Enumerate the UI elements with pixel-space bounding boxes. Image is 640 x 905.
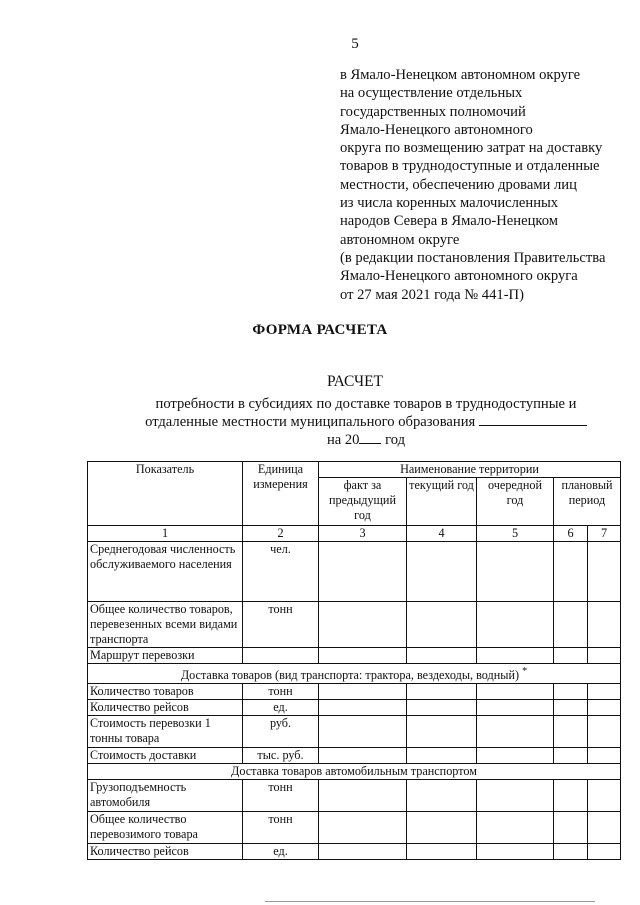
data-cell[interactable] (588, 716, 621, 748)
addressee-line: Ямало-Ненецкого автономного (340, 121, 533, 138)
addressee-line: местности, обеспечению дровами лиц (340, 176, 577, 193)
data-cell[interactable] (407, 844, 477, 860)
calc-subtitle (126, 395, 606, 449)
year-suffix: год (385, 432, 406, 448)
data-cell[interactable] (554, 684, 588, 700)
form-title: ФОРМА РАСЧЕТА (252, 322, 388, 338)
data-cell[interactable] (319, 748, 407, 764)
section-row (88, 764, 621, 780)
row-unit: тыс. руб. (243, 748, 319, 764)
year-prefix: на 20 (326, 432, 360, 448)
data-cell[interactable] (588, 844, 621, 860)
row-unit: ед. (243, 844, 319, 860)
col-number: 4 (407, 526, 477, 542)
data-cell[interactable] (477, 812, 554, 844)
data-cell[interactable] (554, 812, 588, 844)
header-indicator: Показатель (88, 462, 243, 526)
data-cell[interactable] (477, 716, 554, 748)
row-label: Количество рейсов (88, 700, 243, 716)
row-unit: руб. (243, 716, 319, 748)
addressee-line: в Ямало-Ненецком автономном округе (340, 67, 581, 83)
data-cell[interactable] (407, 780, 477, 812)
row-unit: тонн (243, 812, 319, 844)
year-blank[interactable] (359, 431, 381, 444)
table-row (88, 648, 621, 664)
col-number: 2 (243, 526, 319, 542)
addressee-line: товаров в труднодоступные и отдаленные (340, 158, 600, 175)
data-cell[interactable] (477, 648, 554, 664)
data-cell[interactable] (554, 648, 588, 664)
subtitle-line (126, 413, 606, 431)
data-cell[interactable] (477, 684, 554, 700)
header-row (88, 462, 621, 478)
addressee-block (340, 66, 635, 304)
data-cell[interactable] (407, 602, 477, 648)
addressee-line: народов Севера в Ямало-Ненецком (340, 213, 558, 230)
data-cell[interactable] (477, 700, 554, 716)
section-title-text: Доставка товаров (вид транспорта: трактора, вездеходы, водный) (180, 668, 520, 683)
header-planned: плановый период (554, 478, 621, 526)
header-territory: Наименование территории (319, 462, 621, 478)
data-cell[interactable] (588, 602, 621, 648)
row-label: Стоимость перевозки 1 тонны товара (88, 716, 243, 748)
data-cell[interactable] (407, 748, 477, 764)
data-cell[interactable] (588, 684, 621, 700)
data-cell[interactable] (319, 602, 407, 648)
data-cell[interactable] (319, 716, 407, 748)
col-number: 5 (477, 526, 554, 542)
footnote-mark: * (522, 666, 528, 677)
header-next: очередной год (477, 478, 554, 526)
calc-title: РАСЧЕТ (326, 373, 384, 390)
table-row (88, 716, 621, 748)
data-cell[interactable] (477, 780, 554, 812)
subtitle-line (126, 431, 606, 449)
data-cell[interactable] (319, 684, 407, 700)
data-cell[interactable] (407, 684, 477, 700)
row-label: Маршрут перевозки (88, 648, 243, 664)
table-row (88, 844, 621, 860)
row-label: Общее количество товаров, перевезенных всеми видами транспорта (88, 602, 243, 648)
addressee-line: от 27 мая 2021 года № 441-П) (340, 286, 524, 303)
data-cell[interactable] (319, 542, 407, 602)
addressee-line: из числа коренных малочисленных (340, 195, 559, 212)
data-cell[interactable] (588, 542, 621, 602)
subtitle-text: отдаленные местности муниципального образования (145, 414, 476, 430)
data-cell[interactable] (554, 780, 588, 812)
data-cell[interactable] (588, 780, 621, 812)
data-cell[interactable] (407, 700, 477, 716)
data-cell[interactable] (554, 748, 588, 764)
data-cell[interactable] (407, 812, 477, 844)
section-title (88, 664, 621, 684)
data-cell[interactable] (477, 542, 554, 602)
data-cell[interactable] (319, 812, 407, 844)
header-current: текущий год (407, 478, 477, 526)
col-number: 7 (588, 526, 621, 542)
row-unit (243, 648, 319, 664)
data-cell[interactable] (319, 648, 407, 664)
data-cell[interactable] (477, 602, 554, 648)
section-row (88, 664, 621, 684)
data-cell[interactable] (407, 648, 477, 664)
row-label: Общее количество перевозимого товара (88, 812, 243, 844)
addressee-line: государственных полномочий (340, 103, 526, 120)
data-cell[interactable] (319, 780, 407, 812)
header-unit: Единица измерения (243, 462, 319, 526)
scan-edge-line (265, 901, 595, 902)
data-cell[interactable] (554, 542, 588, 602)
row-unit: тонн (243, 780, 319, 812)
section-title: Доставка товаров автомобильным транспортом (88, 764, 621, 780)
data-cell[interactable] (319, 700, 407, 716)
addressee-line: Ямало-Ненецкого автономного округа (340, 268, 578, 285)
addressee-line: (в редакции постановления Правительства (340, 249, 606, 266)
data-cell[interactable] (407, 542, 477, 602)
table-row (88, 780, 621, 812)
page-number: 5 (351, 36, 359, 52)
data-cell[interactable] (477, 844, 554, 860)
row-label: Стоимость доставки (88, 748, 243, 764)
table-row (88, 812, 621, 844)
col-number: 6 (554, 526, 588, 542)
data-cell[interactable] (554, 716, 588, 748)
table-row (88, 602, 621, 648)
row-unit: тонн (243, 602, 319, 648)
subtitle-line: потребности в субсидиях по доставке товаров в труднодоступные и (155, 396, 577, 412)
row-label: Грузоподъемность автомобиля (88, 780, 243, 812)
table-row (88, 700, 621, 716)
header-fact: факт за предыдущий год (319, 478, 407, 526)
addressee-line: автономном округе (340, 231, 460, 248)
col-number: 1 (88, 526, 243, 542)
table-row (88, 748, 621, 764)
data-cell[interactable] (554, 844, 588, 860)
municipality-blank[interactable] (479, 413, 587, 426)
row-label: Количество товаров (88, 684, 243, 700)
data-cell[interactable] (554, 700, 588, 716)
addressee-line: на осуществление отдельных (340, 85, 523, 102)
row-unit: чел. (243, 542, 319, 602)
calculation-table (87, 461, 621, 860)
table-row (88, 684, 621, 700)
col-number: 3 (319, 526, 407, 542)
column-number-row (88, 526, 621, 542)
row-unit: тонн (243, 684, 319, 700)
data-cell[interactable] (588, 700, 621, 716)
table-row (88, 542, 621, 602)
row-label: Среднегодовая численность обслуживаемого населения (88, 542, 243, 602)
data-cell[interactable] (588, 748, 621, 764)
data-cell[interactable] (477, 748, 554, 764)
data-cell[interactable] (588, 648, 621, 664)
data-cell[interactable] (319, 844, 407, 860)
data-cell[interactable] (554, 602, 588, 648)
addressee-line: округа по возмещению затрат на доставку (340, 140, 603, 157)
data-cell[interactable] (588, 812, 621, 844)
row-unit: ед. (243, 700, 319, 716)
data-cell[interactable] (407, 716, 477, 748)
row-label: Количество рейсов (88, 844, 243, 860)
